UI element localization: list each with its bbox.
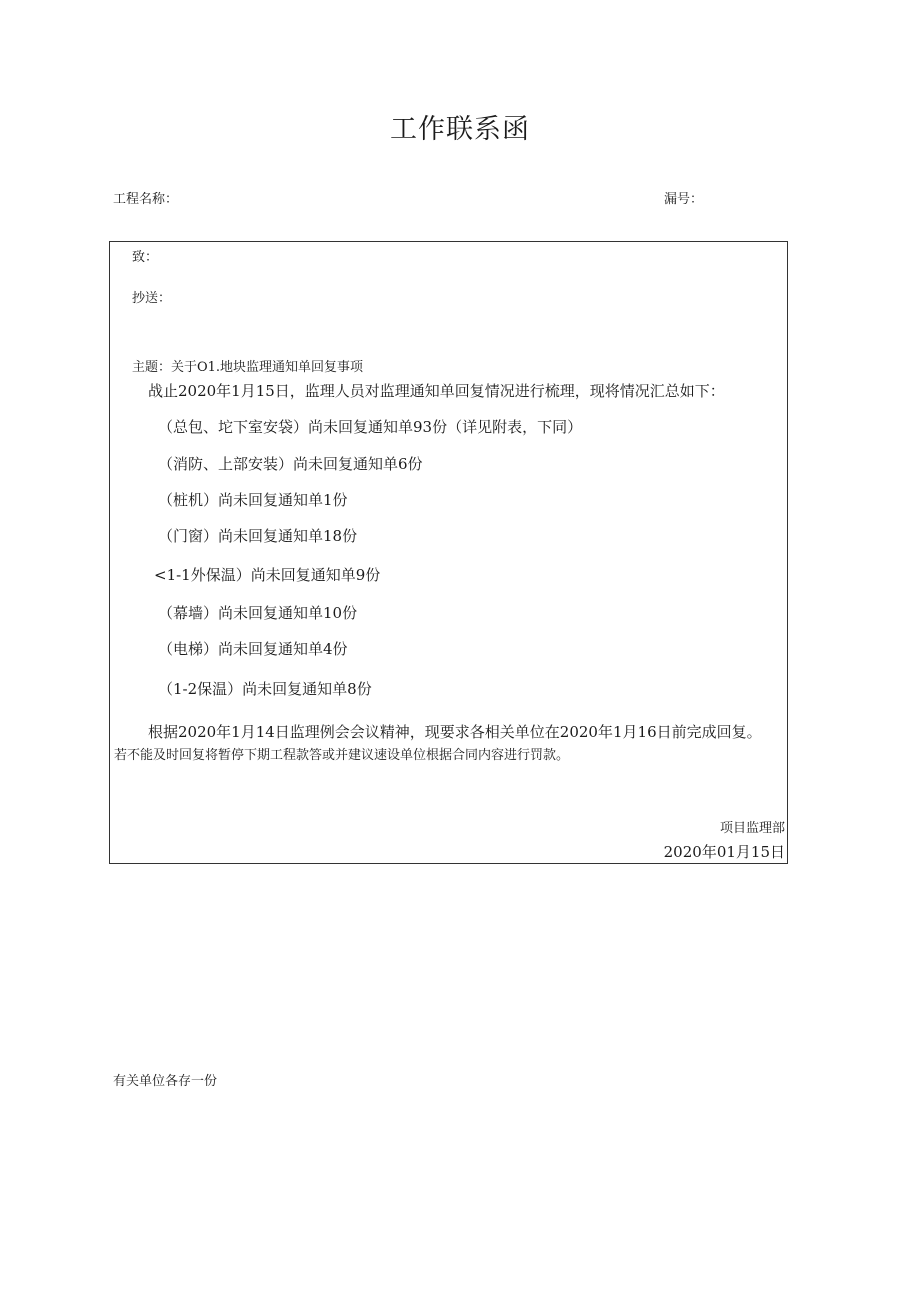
list-item: （总包、坨下室安袋）尚未回复通知单93份（详见附表，下同） (158, 418, 583, 436)
paragraph-requirement: 根据2020年1月14日监理例会会议精神，现要求各相关单位在2020年1月16日前完成回复。 (148, 723, 762, 741)
list-item: （桩机）尚未回复通知单1份 (158, 491, 348, 509)
footer-note: 有关单位各存一份 (113, 1074, 218, 1089)
letter-body-box (109, 241, 788, 864)
list-item: （门窗）尚未回复通知单18份 (158, 527, 358, 545)
list-item: （电梯）尚未回复通知单4份 (158, 640, 348, 658)
project-name-label: 工程名称： (113, 192, 179, 207)
number-label: 漏号： (664, 192, 704, 207)
list-item: （1-2保温）尚未回复通知单8份 (158, 680, 372, 698)
document-title: 工作联系函 (390, 114, 530, 145)
list-item: <1-1外保温）尚未回复通知单9份 (154, 566, 381, 584)
subject-line: 主题：关于O1.地块监理通知单回复事项 (132, 360, 364, 375)
signature-date: 2020年01月15日 (663, 843, 785, 861)
to-label: 致： (132, 250, 159, 265)
paragraph-penalty: 若不能及时回复将暂停下期工程款答或并建议速设单位根据合同内容进行罚款。 (114, 748, 570, 763)
list-item: （消防、上部安装）尚未回复通知单6份 (158, 455, 423, 473)
signature-department: 项目监理部 (719, 821, 785, 836)
intro-paragraph: 战止2020年1月15日，监理人员对监理通知单回复情况进行梳理，现将情况汇总如下： (148, 382, 725, 400)
cc-label: 抄送： (132, 291, 172, 306)
list-item: （幕墙）尚未回复通知单10份 (158, 604, 358, 622)
